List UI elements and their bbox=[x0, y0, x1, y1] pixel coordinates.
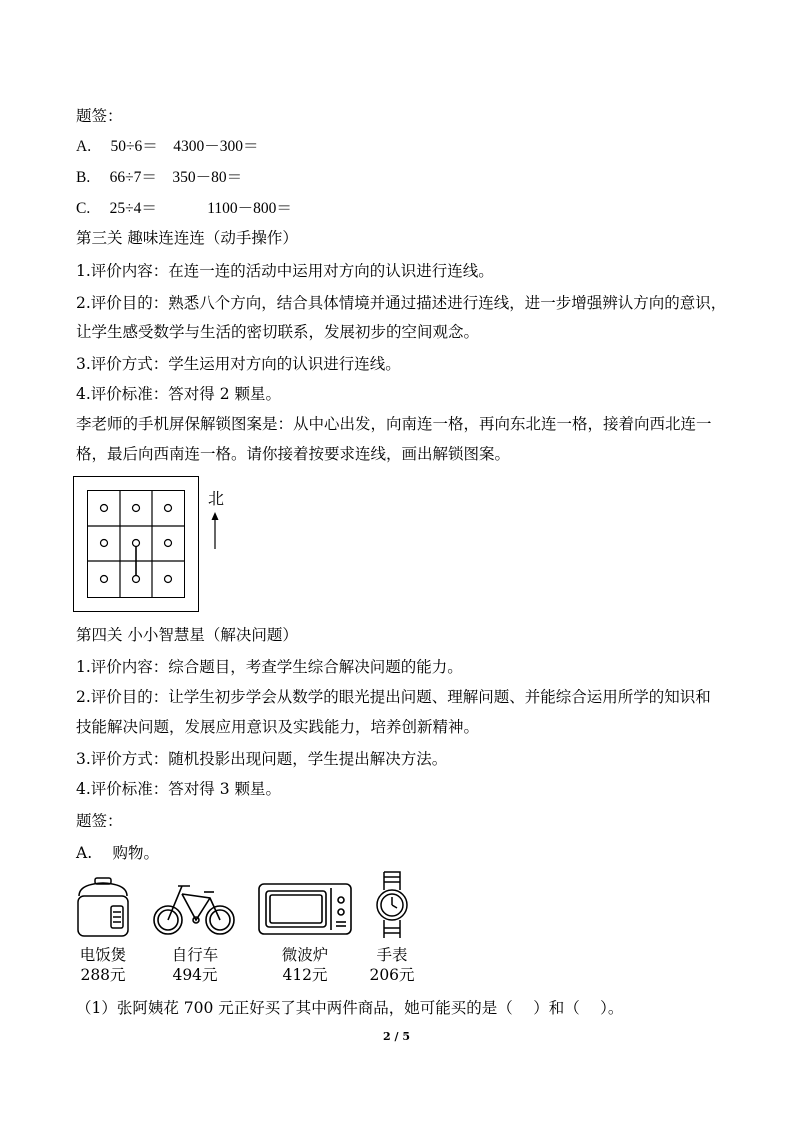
level3-question-1: 李老师的手机屏保解锁图案是：从中心出发，向南连一格，再向东北连一格，接着向西北连一 bbox=[76, 415, 712, 433]
level4-purpose-2: 技能解决问题，发展应用意识及实践能力，培养创新精神。 bbox=[76, 718, 480, 736]
level4-standard: 4.评价标准：答对得 3 颗星。 bbox=[76, 780, 282, 798]
grid-dot bbox=[133, 505, 140, 512]
product-microwave bbox=[256, 876, 354, 985]
product-price: 494元 bbox=[172, 966, 218, 984]
north-arrow-icon bbox=[207, 511, 223, 551]
rice-cooker-icon bbox=[73, 876, 133, 940]
question-1: （1）张阿姨花 700 元正好买了其中两件商品，她可能买的是（ ）和（ ）。 bbox=[76, 999, 624, 1017]
product-name: 自行车 bbox=[171, 946, 219, 964]
product-price: 412元 bbox=[282, 966, 328, 984]
unlock-pattern-grid bbox=[87, 490, 185, 598]
product-price: 288元 bbox=[80, 966, 126, 984]
grid-dot-center bbox=[133, 540, 140, 547]
level3-title: 第三关 趣味连连连（动手操作） bbox=[76, 229, 298, 247]
grid-dot bbox=[165, 505, 172, 512]
level3-purpose-1: 2.评价目的：熟悉八个方向，结合具体情境并通过描述进行连线，进一步增强辨认方向的意识， bbox=[76, 294, 727, 312]
tiqian-label-2: 题签： bbox=[76, 812, 123, 830]
level3-method: 3.评价方式：学生运用对方向的认识进行连线。 bbox=[76, 355, 401, 373]
grid-dot bbox=[133, 576, 140, 583]
product-name: 手表 bbox=[376, 946, 408, 964]
microwave-icon bbox=[257, 876, 353, 940]
page-number: 2 / 5 bbox=[383, 1030, 410, 1043]
level4-purpose-1: 2.评价目的：让学生初步学会从数学的眼光提出问题、理解问题、并能综合运用所学的知识和 bbox=[76, 688, 711, 706]
grid-dot bbox=[101, 505, 108, 512]
question-a: A. 50÷6＝ 4300－300＝ bbox=[76, 138, 259, 155]
unlock-pattern-frame bbox=[73, 476, 199, 612]
level4-title: 第四关 小小智慧星（解决问题） bbox=[76, 626, 298, 644]
question-b: B. 66÷7＝ 350－80＝ bbox=[76, 169, 243, 186]
level3-purpose-2: 让学生感受数学与生活的密切联系，发展初步的空间观念。 bbox=[76, 323, 480, 341]
level3-content: 1.评价内容：在连一连的活动中运用对方向的认识进行连线。 bbox=[76, 262, 494, 280]
north-label: 北 bbox=[208, 489, 225, 508]
product-watch bbox=[369, 870, 415, 985]
level4-method: 3.评价方式：随机投影出现问题，学生提出解决方法。 bbox=[76, 750, 448, 768]
compass bbox=[207, 486, 224, 551]
bicycle-icon bbox=[152, 876, 238, 940]
product-name: 电饭煲 bbox=[79, 946, 127, 964]
level3-standard: 4.评价标准：答对得 2 颗星。 bbox=[76, 385, 282, 403]
grid-dot bbox=[165, 540, 172, 547]
level4-content: 1.评价内容：综合题目，考查学生综合解决问题的能力。 bbox=[76, 658, 463, 676]
grid-dot bbox=[101, 576, 108, 583]
shopping-label: A. 购物。 bbox=[76, 844, 160, 862]
product-name: 微波炉 bbox=[281, 946, 329, 964]
grid-dot bbox=[165, 576, 172, 583]
tiqian-label: 题签： bbox=[76, 107, 123, 125]
unlock-grid-svg bbox=[88, 491, 184, 597]
product-price: 206元 bbox=[369, 966, 415, 984]
watch-icon bbox=[372, 870, 412, 940]
product-rice-cooker bbox=[72, 876, 134, 985]
grid-dot bbox=[101, 540, 108, 547]
level3-question-2: 格，最后向西南连一格。请你接着按要求连线，画出解锁图案。 bbox=[76, 445, 511, 463]
question-c: C. 25÷4＝ 1100－800＝ bbox=[76, 200, 292, 217]
product-bicycle bbox=[151, 876, 239, 985]
